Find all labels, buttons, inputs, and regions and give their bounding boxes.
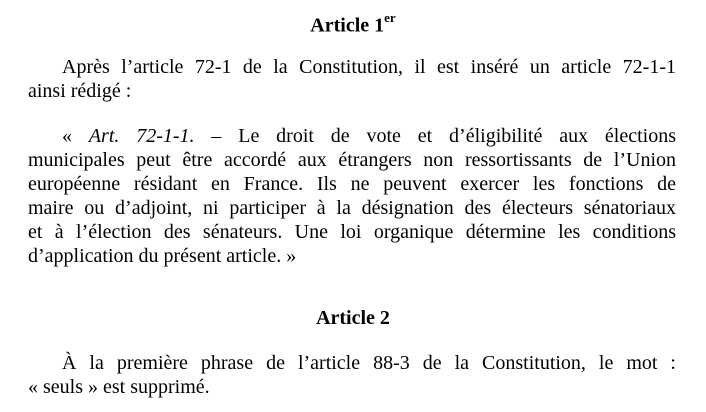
- article-2-line-1: À la première phrase de l’article 88-3 de la Constitution, le mot :: [62, 352, 676, 374]
- article-1-intro-line-2: ainsi rédigé :: [28, 80, 132, 102]
- quoted-article-line-6: d’application du présent article. »: [28, 245, 297, 267]
- quoted-article-line-1: [28, 124, 676, 148]
- article-1-intro-paragraph: [28, 55, 676, 103]
- article-2-heading: Article 2: [316, 307, 390, 329]
- quoted-article-line-4: maire ou d’adjoint, ni participer à la désignation des électeurs sénatoriaux: [28, 197, 676, 219]
- quoted-article-line-3: européenne résidant en France. Ils ne peuvent exercer les fonctions de: [28, 173, 676, 195]
- article-1-title: Article 1: [310, 14, 385, 37]
- article-1-quoted-article: [28, 124, 676, 268]
- article-2-paragraph: [28, 351, 676, 399]
- quoted-article-line-2: municipales peut être accordé aux étrangers non ressortissants de l’Union: [28, 149, 676, 171]
- article-1-heading: [0, 8, 706, 38]
- quote-open-mark: «: [62, 125, 89, 147]
- quoted-article-line-1-text: – Le droit de vote et d’éligibilité aux élections: [194, 125, 676, 147]
- article-2-line-2: « seuls » est supprimé.: [28, 376, 210, 398]
- quoted-article-line-5: et à l’élection des sénateurs. Une loi organique détermine les conditions: [28, 221, 676, 243]
- quoted-article-reference: Art. 72-1-1.: [88, 125, 195, 147]
- article-1-title-superscript: er: [384, 10, 396, 25]
- article-1-intro-line-1: Après l’article 72-1 de la Constitution, il est inséré un article 72-1-1: [62, 56, 676, 78]
